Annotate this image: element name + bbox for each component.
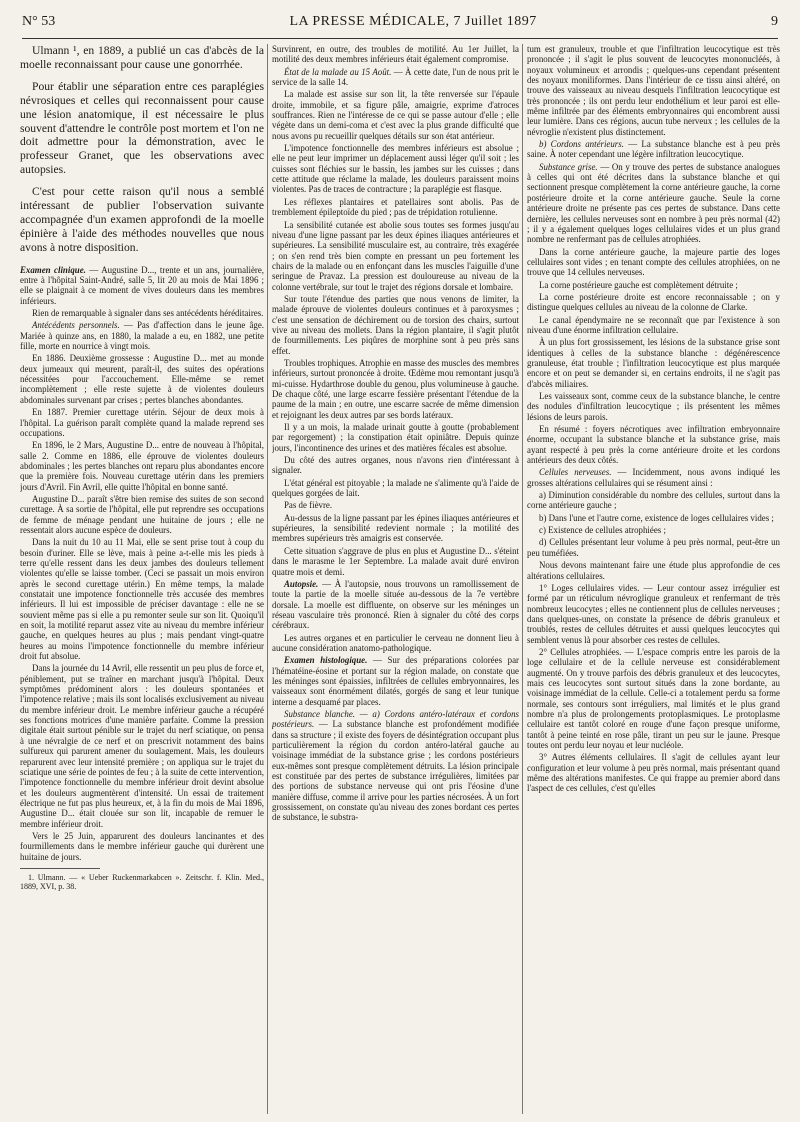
paragraph: Troubles trophiques. Atrophie en masse des muscles des membres inférieurs, surtout prononcée à droite. Œdème mou remontant jusqu'à mi-cuisse. Hydarthrose double du genou, plus volumineuse à gauche. De chaque côté, une large escarre fessière présentant l'étendue de la paume de la main ; en outre, une escarre sacrée de même dimension et rejoignant les deux autres par ses bords latéraux. (272, 357, 519, 420)
paragraph: Vers le 25 Juin, apparurent des douleurs lancinantes et des fourmillements dans le membre inférieur gauche qui durèrent une huitaine de jours. (20, 830, 264, 862)
paragraph: Les autres organes et en particulier le cerveau ne donnent lieu à aucune considération anatomo-pathologique. (272, 632, 519, 653)
paragraph: En 1886. Deuxième grossesse : Augustine D... met au monde deux jumeaux qui meurent, paraît-il, des suites des opérations nécessitées pour l'accouchement. Elle-même se remet incomplètement ; elle reste sujette à de violentes douleurs abdominales survenant par crises ; pertes blanches abondantes. (20, 353, 264, 405)
list-item: c) Existence de cellules atrophiées ; (539, 525, 666, 536)
column-3 (527, 44, 780, 1114)
paragraph: La sensibilité cutanée est abolie sous toutes ses formes jusqu'au niveau d'une ligne passant par les deux épines iliaques antérieures et supérieures. La sensibilité musculaire est, au contraire, très exagérée ; on s'en rend très bien compte en pressant un peu fortement les chairs de la malade ou en enfonçant dans les muscles l'aiguille d'une seringue de Pravaz. La pression est douloureuse au niveau de la colonne vertébrale, sur tout le trajet des régions dorsale et lombaire. (272, 219, 519, 292)
column-divider (522, 44, 523, 1114)
column-divider (267, 44, 268, 1114)
column-2 (272, 44, 519, 1114)
paragraph: Survinrent, en outre, des troubles de motilité. Au 1er Juillet, la motilité des deux membres inférieurs était également compromise. (272, 44, 519, 65)
introduction (20, 44, 264, 255)
journal-title: LA PRESSE MÉDICALE, 7 Juillet 1897 (289, 14, 537, 29)
paragraph: Examen clinique. — Augustine D..., trente et un ans, journalière, entre à l'hôpital Saint-André, salle 5, lit 20 au mois de Mai 1896 ; elle se plaignait à ce moment de vives douleurs dans les membres inférieurs. (20, 264, 264, 306)
paragraph: En 1887. Premier curettage utérin. Séjour de deux mois à l'hôpital. La guérison paraît complète quand la malade reprend ses occupations. (20, 407, 264, 438)
paragraph: Il y a un mois, la malade urinait goutte à goutte (probablement par regorgement) ; la constipation était opiniâtre. Depuis quinze jours, l'incontinence des urines et des matières fécales est absolue. (272, 422, 519, 453)
column-1 (20, 44, 264, 1114)
paragraph: En 1896, le 2 Mars, Augustine D... entre de nouveau à l'hôpital, salle 2. Comme en 1886, elle éprouve de violentes douleurs abdominales ; les pertes blanches ont reparu plus abondantes encore que la première fois. Nouveau curettage utérin dans les premiers jours d'Avril. Fin Avril, elle quitte l'hôpital en bonne santé. (20, 440, 264, 492)
paragraph: 2° Cellules atrophiées. — L'espace compris entre les parois de la loge cellulaire et de la cellule nerveuse est considérablement augmenté. On y trouve parfois des débris granuleux et des leucocytes, mais ces leucocytes sont surtout situés dans la zone bordante, au voisinage immédiat de la cellule. Celle-ci a totalement perdu sa forme normale, ses contours sont irréguliers, mal limités et le plus grand nombre n'a plus de prolongements protoplasmiques. Le protoplasme cellulaire est tantôt coloré en rouge d'une façon presque uniforme, tantôt à peine teinté en rose pâle, tirant un peu sur le jaune. Presque toutes ont perdu leur noyau et leur nucléole. (527, 646, 780, 750)
paragraph: b) Cordons antérieurs. — La substance blanche est à peu près saine. À noter cependant une légère infiltration leucocytique. (527, 139, 780, 160)
paragraph: 3° Autres éléments cellulaires. Il s'agit de cellules ayant leur configuration et leur volume à peu près normal, mais présentant quand même des altérations manifestes. Ce qui frappe au premier abord dans l'aspect de ces cellules, c'est qu'elles (527, 752, 780, 794)
section-heading: Examen histologique. (284, 655, 368, 666)
section-heading: b) Cordons antérieurs. (539, 139, 624, 150)
paragraph: Dans la nuit du 10 au 11 Mai, elle se sent prise tout à coup du besoin d'uriner. Elle se lève, mais à peine a-t-elle mis les pieds à terre qu'elle ressent dans les deux jambes des douleurs tellement violentes qu'elle se laisse tomber. (Ceci se passait un mois environ après le second curettage utérin.) En même temps, la malade constatait une impotence fonctionnelle très accusée des membres inférieurs. Il lui est impossible de préciser davantage : elle ne se souvient même pas si elle a pu remonter seule sur son lit. Quoiqu'il en soit, la motilité reparut assez vite au niveau du membre inférieur gauche, en quelques heures au plus ; mais pendant vingt-quatre heures au moins l'impotence fonctionnelle du membre inférieur droit fut absolue. (20, 537, 264, 662)
paragraph: Ulmann ¹, en 1889, a publié un cas d'abcès de la moelle reconnaissant pour cause une gonorrhée. (20, 44, 264, 71)
paragraph: Antécédents personnels. — Pas d'affection dans le jeune âge. Mariée à quinze ans, en 1880, la malade a eu, en 1882, une petite fille, morte en nourrice à vingt mois. (20, 320, 264, 352)
paragraph: Au-dessus de la ligne passant par les épines iliaques antérieures et supérieures, la sensibilité redevient normale ; la motilité des membres supérieurs très amaigris est conservée. (272, 512, 519, 544)
section-heading: Substance blanche. — a) Cordons antéro-latéraux et cordons postérieurs. (272, 708, 519, 730)
paragraph: Du côté des autres organes, nous n'avons rien d'intéressant à signaler. (272, 455, 519, 476)
paragraph: C'est pour cette raison qu'il nous a semblé intéressant de publier l'observation suivante accompagnée d'un examen approfondi de la moelle épinière à l'aide des méthodes nouvelles que nous avons à notre disposition. (20, 185, 264, 254)
header-rule (22, 38, 778, 39)
paragraph: Examen histologique. — Sur des préparations colorées par l'hématéine-éosine et portant sur la région malade, on constate que les méninges sont épaissies, infiltrées de cellules embryonnaires, les vaisseaux sont énormément dilatés, gorgés de sang et leur tunique interne a desquamé par places. (272, 655, 519, 707)
paragraph: Sur toute l'étendue des parties que nous venons de limiter, la malade éprouve de violentes douleurs continues et à paroxysmes ; c'est une sensation de déchirement ou de torsion des chairs, surtout vive au niveau des mollets. Dans la région plantaire, il s'agit plutôt de fourmillements. Les piqûres de morphine sont à peu près sans effet. (272, 293, 519, 356)
paragraph: Le canal épendymaire ne se reconnaît que par l'existence à son niveau d'une énorme infiltration cellulaire. (527, 314, 780, 335)
paragraph: La malade est assise sur son lit, la tête renversée sur l'épaule droite, immobile, et sa figure pâle, amaigrie, exprime d'atroces souffrances. Rien ne l'intéresse de ce qui se passe autour d'elle ; elle végète dans un demi-coma et c'est avec la plus grande difficulté que nous avons pu recueillir quelques détails sur son état antérieur. (272, 89, 519, 141)
section-heading: Cellules nerveuses. (539, 467, 612, 478)
paragraph: Substance grise. — On y trouve des pertes de substance analogues à celles qui ont été décrites dans la substance blanche et qui sectionnent presque complètement la corne antérieure gauche, la corne postérieure droite et la corne antérieure gauche. Seule la corne antérieure droite ne présente pas ces pertes de substance. Dans cette dernière, les cellules nerveuses sont en nombre à peu près normal (42) ; il y a également quelques loges cellulaires vides et un plus grand nombre ne renfermant pas de cellules atrophiées. (527, 161, 780, 245)
section-heading: Antécédents personnels. (32, 320, 120, 331)
paragraph: Augustine D... paraît s'être bien remise des suites de son second curettage. À sa sortie de l'hôpital, elle put reprendre ses occupations de femme de ménage pendant une huitaine de jours ; elle ne ressentait alors aucune espèce de douleurs. (20, 493, 264, 535)
paragraph: En résumé : foyers nécrotiques avec infiltration embryonnaire énorme, occupant la substance blanche et la substance grise, mais ayant respecté à peu près la corne antérieure droite et les cordons antérieurs des deux côtés. (527, 424, 780, 466)
paragraph: Les réflexes plantaires et patellaires sont abolis. Pas de tremblement épileptoïde du pied ; pas de trépidation rotulienne. (272, 196, 519, 218)
paragraph: Pas de fièvre. (284, 500, 333, 511)
list-item: b) Dans l'une et l'autre corne, existence de loges cellulaires vides ; (539, 512, 774, 523)
section-heading: État de la malade au 15 Août. (284, 66, 392, 77)
paragraph: 1° Loges cellulaires vides. — Leur contour assez irrégulier est formé par un réticulum névroglique granuleux et renfermant de très nombreux leucocytes ; elles ne contiennent plus de cellules nerveuses ; dans quelques-unes, on constate la présence de débris granuleux et troublés, restes de cellules détruites et aussi quelques leucocytes qui semblent venus là pour absorber ces restes de cellules. (527, 582, 780, 645)
paragraph: Autopsie. — À l'autopsie, nous trouvons un ramollissement de toute la partie de la moelle située au-dessous de la 7e vertèbre dorsale. La moelle est diffluente, on observe sur les méninges un réseau vasculaire très prononcé. Rien à signaler du côté des corps cérébraux. (272, 578, 519, 631)
section-heading: Examen clinique. (20, 264, 86, 275)
footnote-rule (20, 868, 100, 869)
paragraph: L'impotence fonctionnelle des membres inférieurs est absolue ; elle ne peut leur imprimer un déplacement aussi léger qu'il soit ; les cuisses sont fléchies sur le bassin, les jambes sur les cuisses ; dans cette attitude que réclame la malade, les douleurs paraissent moins violentes. Pas de traces de contracture ; la paraplégie est flasque. (272, 143, 519, 195)
paragraph: Rien de remarquable à signaler dans ses antécédents héréditaires. (32, 308, 264, 319)
paragraph: L'état général est pitoyable ; la malade ne s'alimente qu'à l'aide de quelques gorgées de lait. (272, 477, 519, 499)
list-item: a) Diminution considérable du nombre des cellules, surtout dans la corne antérieure gauche ; (527, 490, 780, 511)
paragraph: La corne postérieure gauche est complètement détruite ; (539, 279, 738, 290)
section-heading: Substance grise. (539, 161, 598, 172)
paragraph: Dans la journée du 14 Avril, elle ressentit un peu plus de force et, péniblement, put se traîner en marchant jusqu'à l'hôpital. Deux symptômes prédominent alors : les douleurs spontanées et l'impotence relative ; mais ils sont localisés exclusivement au niveau du membre inférieur droit. Le membre inférieur gauche a récupéré ses fonctions motrices d'une manière parfaite. Comme la pression digitale était surtout pénible sur le trajet du nerf sciatique, on pensa à une névralgie de ce nerf et on prescrivit notamment des bains sulfureux qui parurent amener du soulagement. Mais, les douleurs reparurent avec leur intensité première ; on appliqua sur le trajet du sciatique une série de pointes de feu ; à la suite de cette intervention, l'impotence fonctionnelle du membre inférieur droit devint absolue et les douleurs augmentèrent d'intensité. Un essai de traitement électrique ne fut pas plus heureux, et, à la fin du mois de Mai 1896, Augustine D... était clouée sur son lit, incapable de remuer le membre inférieur droit. (20, 663, 264, 829)
paragraph: Pour établir une séparation entre ces paraplégies névrosiques et celles qui reconnaissent pour cause une lésion anatomique, il est nécessaire le plus souvent d'attendre le contrôle post mortem et l'on ne doit admettre pour la démonstration, avec le professeur Granet, que les observations avec autopsies. (20, 79, 264, 177)
paragraph: La corne postérieure droite est encore reconnaissable ; on y distingue quelques cellules au niveau de la colonne de Clarke. (527, 291, 780, 313)
paragraph: À un plus fort grossissement, les lésions de la substance grise sont identiques à celles de la substance blanche : dégénérescence granuleuse, état trouble ; l'infiltration leucocytique est plus marquée encore et on peut se demander si, en certains endroits, il ne s'agit pas d'abcès miliaires. (527, 337, 780, 389)
paragraph: Dans la corne antérieure gauche, la majeure partie des loges cellulaires sont vides ; en tenant compte des cellules atrophiées, on ne trouve que 14 cellules nerveuses. (527, 246, 780, 278)
paragraph: Les vaisseaux sont, comme ceux de la substance blanche, le centre des nodules d'infiltration leucocytique ; ils présentent les mêmes lésions de leurs parois. (527, 391, 780, 422)
paragraph: Cette situation s'aggrave de plus en plus et Augustine D... s'éteint dans le marasme le 1er Septembre. La malade avait duré environ quatre mois et demi. (272, 545, 519, 577)
paragraph: tum est granuleux, trouble et que l'infiltration leucocytique est très prononcée ; il s'agit le plus souvent de leucocytes mononucléés, à noyaux volumineux et arrondis ; quelques-uns cependant présentent des noyaux moniliformes. Dans l'intérieur de ce tissu ainsi altéré, on trouve des vaisseaux au niveau desquels l'infiltration leucocytique est très prononcée ; ils ont perdu leur endothélium et leur paroi est elle-même infiltrée par des éléments embryonnaires qui encombrent aussi leur lumière. Dans ces régions, aucun tube nerveux ; les cellules de la névroglie n'existent plus distinctement. (527, 44, 780, 137)
paragraph: Substance blanche. — a) Cordons antéro-latéraux et cordons postérieurs. — La substance blanche est profondément modifiée dans sa structure ; il existe des foyers de désintégration occupant plus particulièrement la région du cordon antéro-latéral gauche au voisinage immédiat de la substance grise ; les cordons postérieurs eux-mêmes sont presque complètement détruits. La lésion principale est constituée par des pertes de substance irrégulières, limitées par des portions de substance nerveuse qui ont pris l'éosine d'une manière diffuse, comme il arrive pour les parties nécrosées. À un fort grossissement, on constate qu'au niveau des zones bordant ces pertes de substance, le substra- (272, 708, 519, 823)
section-heading: Autopsie. (284, 578, 319, 589)
footnote: 1. Ulmann. — « Ueber Ruckenmarkabcen ». Zeitschr. f. Klin. Med., 1889, XVI, p. 38. (20, 872, 264, 892)
paragraph: Cellules nerveuses. — Incidemment, nous avons indiqué les grosses altérations cellulaires qui se résument ainsi : (527, 467, 780, 488)
page-number: 9 (770, 14, 778, 29)
paragraph: État de la malade au 15 Août. — À cette date, l'un de nous prit le service de la salle 14. (272, 66, 519, 88)
list-item: d) Cellules présentant leur volume à peu près normal, peut-être un peu tuméfiées. (527, 537, 780, 558)
page-header (22, 14, 778, 36)
issue-number: N° 53 (22, 14, 56, 29)
paragraph: Nous devons maintenant faire une étude plus approfondie de ces altérations cellulaires. (527, 560, 780, 581)
